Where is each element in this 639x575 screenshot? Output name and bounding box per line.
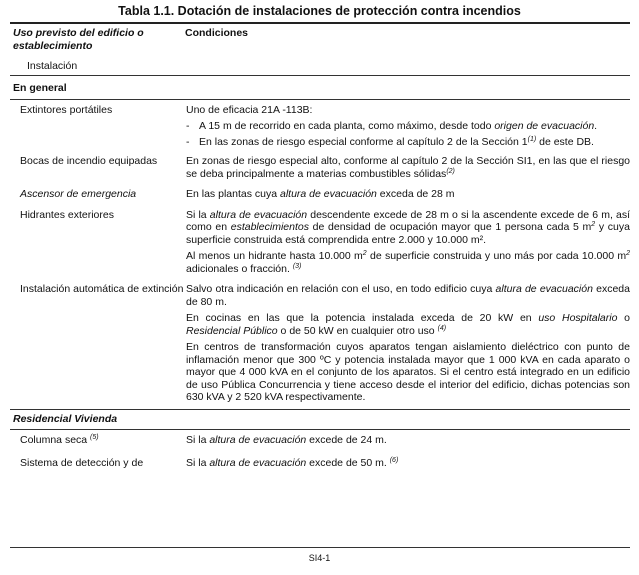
condition-paragraph — [186, 283, 630, 308]
condition-term: altura de evacuación — [279, 188, 377, 200]
text-run: Salvo otra indicación en relación con el uso, en todo edificio cuya — [186, 283, 496, 295]
row-label: Sistema de detección y de — [20, 456, 144, 469]
row-conditions — [186, 457, 630, 474]
page-number: SI4-1 — [308, 553, 331, 563]
row-label: Instalación automática de extinción — [20, 283, 184, 295]
footnote-ref: (4) — [437, 324, 447, 332]
section-residencial-vivienda: Residencial Vivienda — [10, 409, 630, 431]
text-run: Al menos un hidrante hasta 10.000 m — [186, 250, 363, 262]
table-title: Tabla 1.1. Dotación de instalaciones de protección contra incendios — [118, 4, 521, 18]
condition-text: En zonas de riesgo especial alto, conforme al capítulo 2 de la Sección SI1, en las que el riesgo se deba principalmente a materias combustibles sólidas — [186, 155, 630, 180]
row-conditions — [186, 188, 630, 205]
bullet-item — [186, 136, 630, 149]
text-run: o de 50 kW en cualquier otro uso — [277, 324, 438, 337]
superscript: 2 — [591, 221, 596, 228]
term-run: altura de evacuación — [209, 208, 308, 221]
bullet-dash: - — [186, 120, 190, 132]
row-conditions — [186, 434, 630, 451]
row-label: Bocas de incendio equipadas — [20, 155, 158, 167]
text-run: exceda de 80 m. — [186, 283, 630, 308]
footnote-ref: (5) — [90, 434, 99, 441]
fire-protection-table — [10, 22, 630, 473]
term-run: Residencial Público — [186, 324, 278, 337]
header-installation: Instalación — [27, 60, 78, 72]
text-run: Si la — [186, 456, 210, 469]
text-run: En cocinas en las que la potencia instalada exceda de 20 kW en — [186, 312, 539, 324]
bullet-text-end: . — [594, 120, 598, 132]
condition-paragraph — [186, 250, 630, 275]
bullet-item — [186, 120, 630, 133]
row-extincion-automatica — [10, 283, 630, 408]
row-extintores — [10, 104, 630, 152]
label-text: Columna seca — [20, 434, 91, 446]
row-bocas-incendio — [10, 155, 630, 184]
row-hidrantes — [10, 209, 630, 280]
table-header — [10, 24, 630, 76]
text-run: Si la — [186, 208, 210, 221]
section-general: En general — [10, 76, 630, 100]
header-use: Uso previsto del edificio o establecimiento — [13, 27, 144, 52]
footnote-ref: (3) — [292, 262, 302, 270]
row-label: Extintores portátiles — [20, 103, 113, 116]
bullet-term: origen de evacuación — [494, 120, 595, 132]
term-run: uso Hospitalario — [538, 312, 618, 324]
bullet-text-end: de este DB. — [536, 135, 594, 148]
term-run: altura de evacuación — [495, 283, 593, 295]
row-label — [10, 188, 186, 205]
text-run: o — [617, 312, 630, 324]
row-conditions — [186, 155, 630, 184]
text-run: Si la — [186, 434, 210, 446]
condition-text-end: exceda de 28 m — [376, 188, 455, 200]
term-run: establecimientos — [230, 221, 309, 233]
superscript: 2 — [626, 250, 630, 257]
superscript: 2 — [362, 250, 367, 257]
text-run: y cuya superficie construida está comprendida entre 2.000 y 10.000 m². — [186, 221, 630, 246]
bullet-text: A 15 m de recorrido en cada planta, como máximo, desde todo — [199, 120, 495, 132]
term-run: altura de evacuación — [209, 434, 307, 446]
condition-text: En las plantas cuya — [186, 188, 280, 200]
row-ascensor — [10, 188, 630, 205]
text-run: excede de 50 m. — [306, 456, 390, 469]
text-run: descendente excede de 28 m o si la ascendente excede de 6 m, así como en — [186, 208, 631, 233]
text-run: de superficie construida y uno más por cada 10.000 m — [366, 250, 627, 262]
row-label-italic: Ascensor de emergencia — [20, 188, 137, 200]
text-run: excede de 24 m. — [306, 434, 387, 446]
condition-paragraph: En centros de transformación cuyos aparatos tengan aislamiento dieléctrico con punto de inflamación menor que 300 ºC y potencia instalada mayor que 1 000 kVA en cada aparato o mayor que 4 000 kVA en el conjunto de los aparatos. Si el centro está integrado en un edificio de uso Pública Concurrencia y tiene acceso desde el interior del edificio, dichas potencias son 630 kVA y 2 520 kVA respectivamente. — [186, 341, 630, 403]
condition-paragraph — [186, 312, 630, 337]
row-deteccion — [10, 457, 630, 474]
row-conditions — [186, 283, 630, 408]
page-bottom-rule — [10, 547, 630, 548]
row-columna-seca — [10, 434, 630, 451]
footnote-ref: (6) — [389, 456, 399, 464]
text-run: adicionales o fracción. — [186, 262, 293, 275]
bullet-text: En las zonas de riesgo especial conforme al capítulo 2 de la Sección 1 — [199, 135, 528, 148]
condition-paragraph — [186, 209, 630, 247]
footnote-ref: (1) — [527, 135, 537, 143]
footnote-ref: (2) — [446, 167, 455, 175]
row-conditions — [186, 104, 630, 152]
row-conditions — [186, 209, 630, 280]
condition-intro: Uno de eficacia 21A -113B: — [186, 103, 313, 116]
bullet-dash: - — [186, 135, 190, 148]
term-run: altura de evacuación — [209, 456, 307, 469]
header-conditions: Condiciones — [185, 27, 249, 39]
row-label — [10, 434, 186, 451]
text-run: de densidad de ocupación mayor que 1 persona cada 5 m — [308, 221, 592, 233]
row-label: Hidrantes exteriores — [20, 208, 114, 221]
